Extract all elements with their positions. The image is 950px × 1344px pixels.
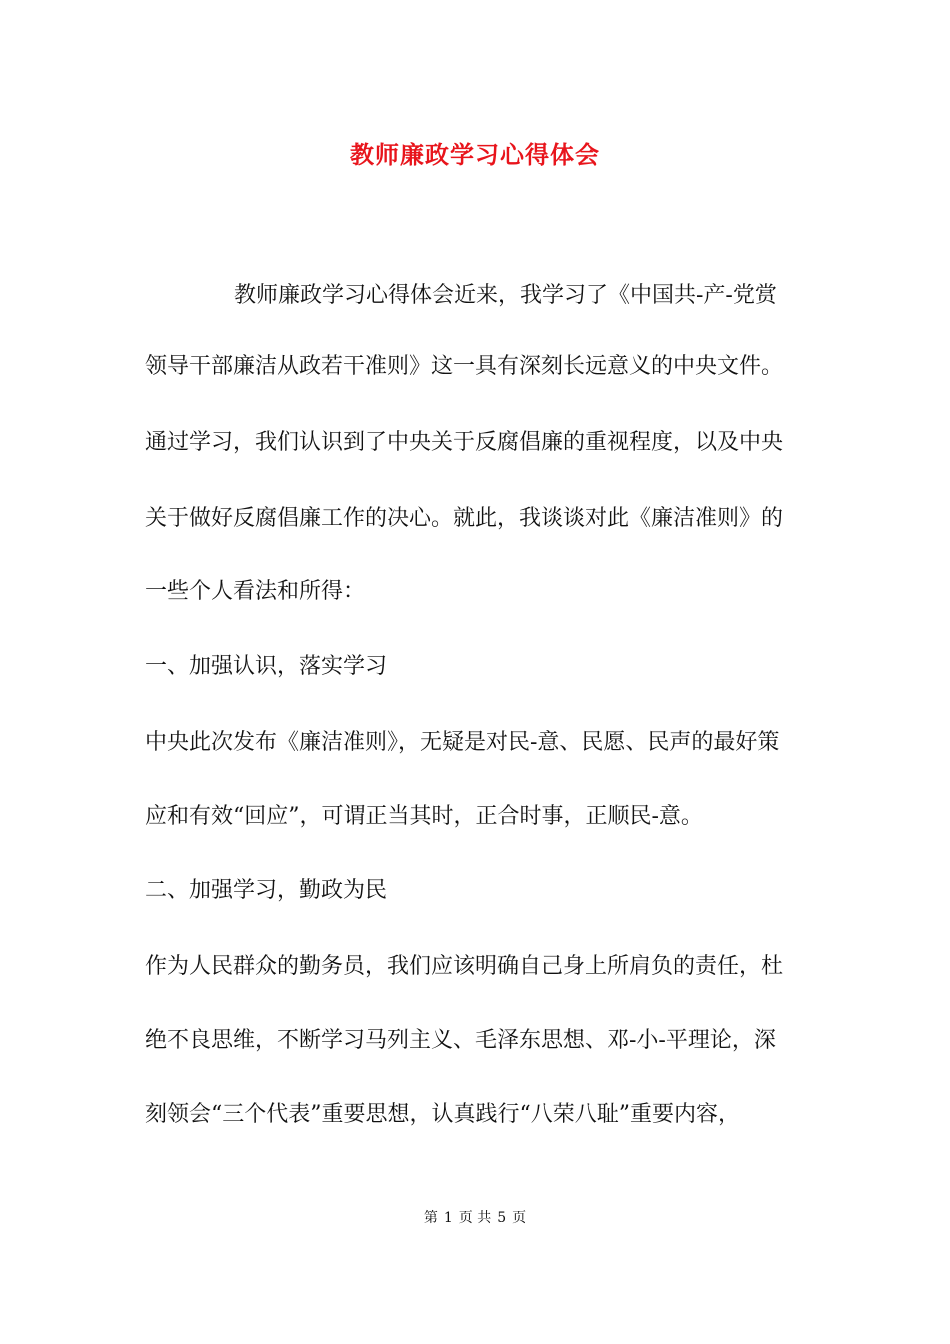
footer-current-page: 1 — [443, 1210, 453, 1226]
section-heading: 二、加强学习，勤政为民 — [145, 878, 388, 903]
section-heading: 一、加强认识，落实学习 — [145, 654, 388, 679]
document-title: 教师廉政学习心得体会 — [350, 140, 600, 169]
footer-prefix: 第 — [423, 1210, 438, 1226]
footer-middle: 页 共 — [458, 1210, 492, 1226]
paragraph-line: 通过学习，我们认识到了中央关于反腐倡廉的重视程度，以及中央 — [145, 430, 784, 455]
paragraph-line: 一些个人看法和所得： — [145, 579, 366, 604]
paragraph-line: 中央此次发布《廉洁准则》，无疑是对民-意、民愿、民声的最好策 — [145, 730, 780, 755]
paragraph-line: 教师廉政学习心得体会近来，我学习了《中国共-产-党赏 — [234, 283, 777, 308]
paragraph-line: 绝不良思维，不断学习马列主义、毛泽东思想、邓-小-平理论，深 — [145, 1028, 776, 1053]
paragraph-line: 作为人民群众的勤务员，我们应该明确自己身上所肩负的责任，杜 — [145, 954, 784, 979]
paragraph-line: 关于做好反腐倡廉工作的决心。就此，我谈谈对此《廉洁准则》的 — [145, 506, 784, 531]
footer-total-pages: 5 — [497, 1210, 507, 1226]
paragraph-line: 领导干部廉洁从政若干准则》这一具有深刻长远意义的中央文件。 — [145, 354, 784, 379]
paragraph-line: 应和有效“回应”，可谓正当其时，正合时事，正顺民-意。 — [145, 804, 703, 829]
paragraph-line: 刻领会“三个代表”重要思想，认真践行“八荣八耻”重要内容， — [145, 1102, 740, 1127]
page-footer — [0, 1206, 950, 1230]
footer-suffix: 页 — [512, 1210, 527, 1226]
